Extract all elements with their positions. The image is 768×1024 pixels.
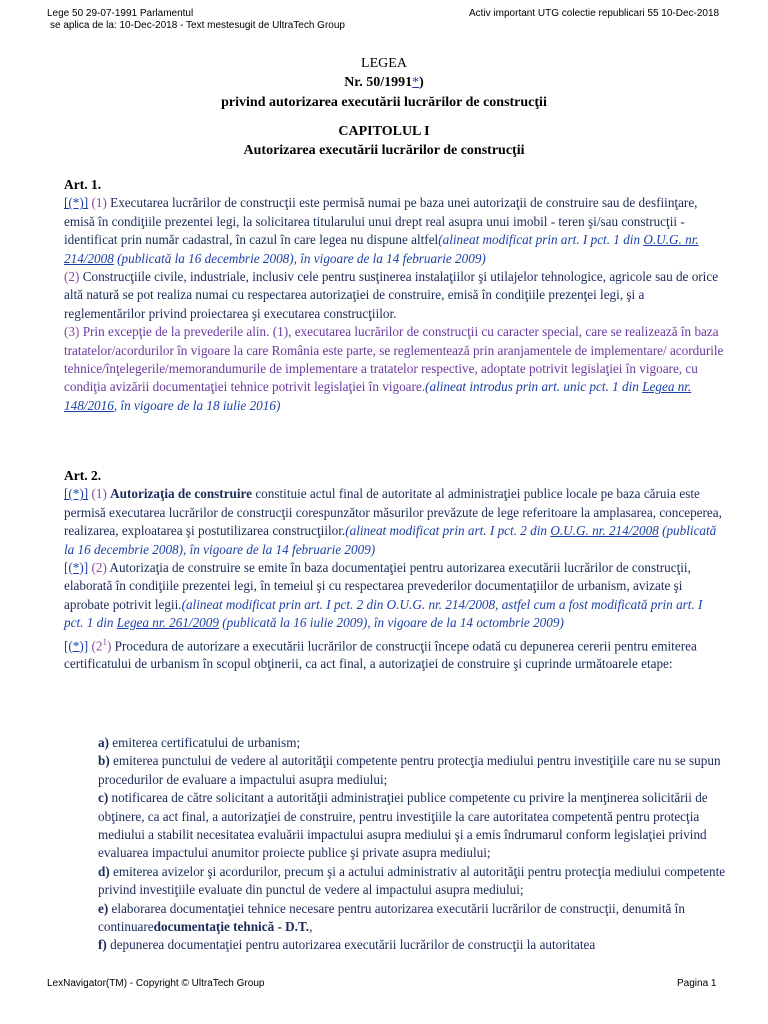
list-item: e) elaborarea documentaţiei tehnice necesare pentru autorizarea executării lucrărilor de construcţii, denumită în continuaredocumentaţie tehnică - D.T., [98,900,685,935]
art2-para-2-1: [(*)] $(2^1)$ Procedura de autorizare a executării lucrărilor de construcţii începe odată cu depunerea cererii pentru emiterea certificatului de urbanism în scopul obţinerii, ca act final, a autorizaţiei de construire şi cuprinde următoarele etape: [64,636,697,672]
art1-ref-link[interactable]: [(*)] [64,195,89,211]
list-item: b) emiterea punctului de vedere al autorităţii competente pentru protecţia mediului pentru investiţiile care nu se supun procedurilor de evaluare a impactului asupra mediului; [98,753,721,787]
art1-label: Art. 1. [64,177,102,192]
art1-para-2: (2) Construcţiile civile, industriale, inclusiv cele pentru susţinerea instalaţiilor şi utilajelor tehnologice, agricole sau de orice altă natură se pot realiza numai cu respectarea autorizaţiei de construire, emisă în condiţiile prezenţei legi, şi a reglementărilor privind proiectarea şi executarea construcţiilor. [64,269,719,321]
doc-number-link[interactable]: * [412,75,420,90]
doc-number [0,75,768,91]
art2-ref3-link[interactable]: [(*)] [64,638,89,654]
list-item: a) emiterea certificatului de urbanism; [98,735,301,750]
header-left-line1: Lege 50 29-07-1991 Parlamentul [47,8,194,19]
list-item: c) notificarea de către solicitant a autorităţii administraţiei publice competente cu privire la menţinerea solicitării de obţinere, ca act final, a autorizaţiei de construire, pentru investiţiile la care autoritatea competentă pentru protecţia mediului a stabilit necesitatea evaluării impactului asupra mediului şi a emis îndrumarul conform legislaţiei privind evaluarea impactului anumitor proiecte publice şi private asupra mediului; [98,790,708,861]
list-item: d) emiterea avizelor şi acordurilor, precum şi a actului administrativ al autorităţii pentru protecţia mediului competente privind investiţiile evaluate din punctul de vedere al impactului asupra mediului; [98,863,726,898]
list-item: f) depunerea documentaţiei pentru autorizarea executării lucrărilor de construcţii la autoritatea [98,937,596,953]
doc-number-text: Nr. 50/1991 [344,75,413,90]
article-2 [64,467,724,674]
art2-ref2-link[interactable]: [(*)] [64,560,89,576]
art2-para-2: [(*)] (2) Autorizaţia de construire se emite în baza documentaţiei pentru autorizarea executării lucrărilor de construcţii, elaborată în condiţiile prezentei legi, în temeiul şi cu respectarea prevederilor documentaţiilor de urbanism, avizate şi aprobate potrivit legii.(alineat modificat prin art. I pct. 2 din O.U.G. nr. 214/2008, astfel cum a fost modificată prin art. I pct. 1 din Legea nr. 261/2009 (publicată la 16 iulie 2009), în vigoare de la 14 octombrie 2009) [64,560,703,631]
doc-number-close: ) [419,75,424,90]
art2-oug-link[interactable]: O.U.G. nr. 214/2008 [550,523,659,539]
art2-label: Art. 2. [64,468,102,483]
doc-type: LEGEA [361,56,407,71]
art1-para-3: (3) Prin excepţie de la prevederile alin. (1), executarea lucrărilor de construcţii cu caracter special, care se realizează în baza tratatelor/acordurilor în vigoare la care România este parte, se reglementează prin aranjamentele de implementare/ acordurile tehnice/înţelegerile/memorandumurile de implementare a tratatelor respective, adoptate potrivit legislaţiei în vigoare, cu condiţia avizării documentaţiei tehnice potrivit legislaţiei în vigoare.(alineat introdus prin art. unic pct. 1 din Legea nr. 148/2016, în vigoare de la 18 iulie 2016) [64,324,724,413]
chapter-label: CAPITOLUL I [338,124,430,139]
art1-oug-link[interactable]: O.U.G. nr. 214/2008 [64,232,699,266]
header-right: Activ important UTG colectie republicari 55 10-Dec-2018 [469,8,720,19]
footer-copyright: LexNavigator(TM) - Copyright © UltraTech Group [47,978,265,989]
art1-lege148-link[interactable]: Legea nr. 148/2016 [64,379,692,413]
art2-para-1: [(*)] (1) Autorizaţia de construire constituie actul final de autoritate al administraţiei publice locale pe baza căruia este permisă executarea lucrărilor de construcţii corespunzător măsurilor prevăzute de lege referitoare la amplasarea, conceperea, realizarea, exploatarea şi postutilizarea construcţiilor.(alineat modificat prin art. I pct. 2 din O.U.G. nr. 214/2008 (publicată la 16 decembrie 2008), în vigoare de la 14 februarie 2009) [64,486,722,557]
chapter-title: Autorizarea executării lucrărilor de construcţii [243,143,525,158]
art2-lege261-link[interactable]: Legea nr. 261/2009 [116,615,219,631]
art1-para-1: [(*)] (1) Executarea lucrărilor de construcţii este permisă numai pe baza unei autorizaţii de construire sau de desfiinţare, emisă în condiţiile prezentei legi, la solicitarea titularului unui drept real asupra unui imobil - teren şi/sau construcţii - identificat prin număr cadastral, în cazul în care legea nu dispune altfel(alineat modificat prin art. I pct. 1 din O.U.G. nr. 214/2008 (publicată la 16 decembrie 2008), în vigoare de la 14 februarie 2009) [64,195,699,266]
footer-page-number: Pagina 1 [677,978,717,989]
article-1 [64,176,724,415]
header-left-line2: se aplica de la: 10-Dec-2018 - Text mestesugit de UltraTech Group [50,20,345,31]
etape-list [98,734,734,955]
art2-ref1-link[interactable]: [(*)] [64,486,89,502]
doc-subtitle: privind autorizarea executării lucrărilor de construcţii [221,95,547,110]
